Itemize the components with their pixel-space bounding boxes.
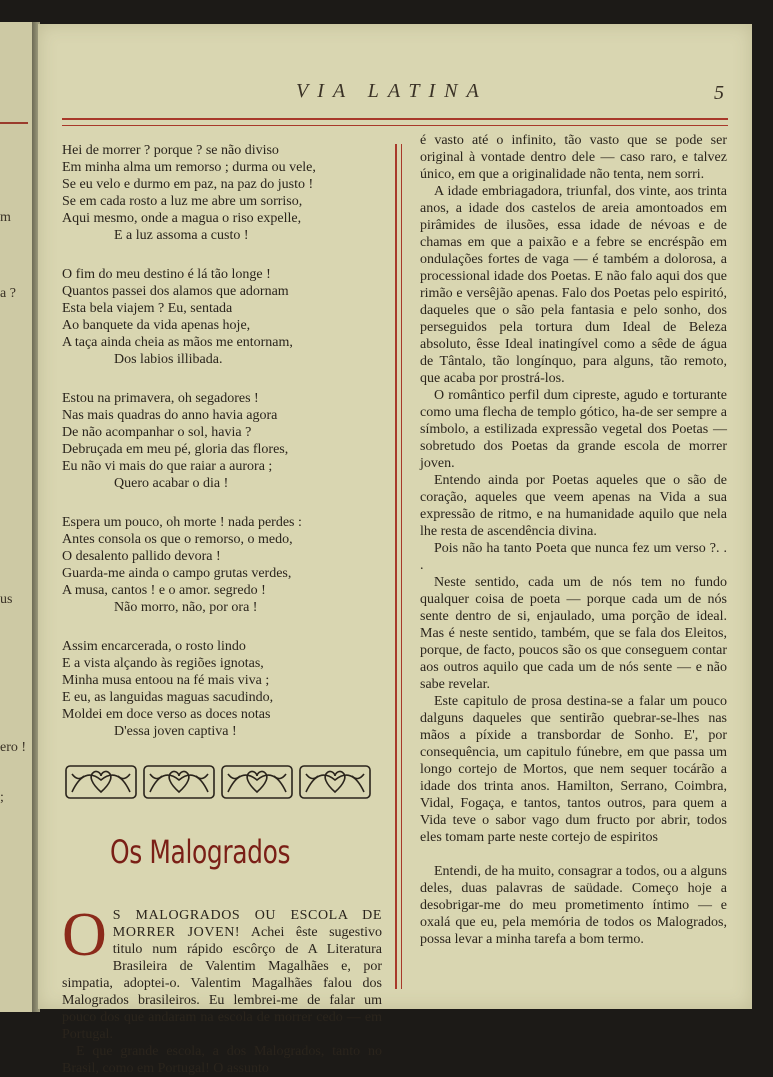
- poem-line-indented: D'essa joven captiva !: [114, 724, 237, 739]
- poem-stanza: [62, 266, 382, 368]
- poem-line: E a vista alçando às regiões ignotas,: [62, 656, 264, 671]
- poem-line: Nas mais quadras do anno havia agora: [62, 408, 278, 423]
- poem-line: Ao banquete da vida apenas hoje,: [62, 318, 251, 333]
- margin-fragment: us: [0, 592, 13, 607]
- margin-fragment: m: [0, 210, 11, 225]
- decorative-ornament: [64, 762, 382, 807]
- poem-line: Espera um pouco, oh morte ! nada perdes :: [62, 515, 302, 530]
- poem-line: Antes consola os que o remorso, o medo,: [62, 532, 293, 547]
- poem-line: A musa, cantos ! e o amor. segredo !: [62, 583, 266, 598]
- article-para-2: [62, 1043, 382, 1077]
- closing-paragraph: Entendi, de ha muito, consagrar a todos, ou a alguns deles, duas palavras de saüdade. Começo hoje a desobrigar-me do meu prometimento íntimo — e oxalá que eu, pela memória de todos os Malogrados, possa levar a minha tarefa a bom termo.: [420, 864, 727, 947]
- left-column: [62, 142, 382, 1077]
- drop-cap: O: [62, 901, 107, 969]
- running-header: VIA LATINA: [296, 80, 488, 102]
- poem-line: Hei de morrer ? porque ? se não diviso: [62, 143, 279, 158]
- poem-line: Guarda-me ainda o campo grutas verdes,: [62, 566, 292, 581]
- poem-line: Minha musa entoou na fé mais viva ;: [62, 673, 270, 688]
- magazine-page: [38, 24, 752, 1076]
- margin-fragment: ;: [0, 790, 4, 805]
- margin-fragment: ero !: [0, 740, 27, 755]
- poem-line: Moldei em doce verso as doces notas: [62, 707, 271, 722]
- facing-page-rule: [0, 122, 28, 124]
- page-number: 5: [714, 82, 724, 104]
- paragraph: E que grande escola, a dos Malogrados, tanto no Brasil, como em Portugal! O assunto: [62, 1044, 382, 1076]
- poem-line: E eu, as languidas maguas sacudindo,: [62, 690, 274, 705]
- poem-line: O desalento pallido devora !: [62, 549, 221, 564]
- margin-fragment: a ?: [0, 286, 16, 301]
- right-paragraphs: [420, 132, 727, 846]
- poem-line: A taça ainda cheia as mãos me entornam,: [62, 335, 293, 350]
- poem-stanza: [62, 142, 382, 244]
- poem-line: Esta bela viajem ? Eu, sentada: [62, 301, 233, 316]
- header-rule: [62, 118, 728, 126]
- poem-line: Assim encarcerada, o rosto lindo: [62, 639, 246, 654]
- article-title: Os Malogrados: [110, 833, 291, 871]
- paragraph: Pois não ha tanto Poeta que nunca fez um verso ?. . .: [420, 541, 727, 573]
- poem-line: Quantos passei dos alamos que adornam: [62, 284, 289, 299]
- intro-lead: S MALOGRADOS OU ESCOLA DE MORRER JOVEN!: [112, 908, 382, 940]
- poem-line-indented: Quero acabar o dia !: [114, 476, 229, 491]
- poem-line: Se em cada rosto a luz me abre um sorriso,: [62, 194, 303, 209]
- poem-line: Estou na primavera, oh segadores !: [62, 391, 259, 406]
- poem-line-indented: Não morro, não, por ora !: [114, 600, 258, 615]
- poem-line-indented: Dos labios illibada.: [114, 352, 223, 367]
- paragraph: Entendo ainda por Poetas aqueles que o são de coração, aqueles que veem apenas na Vida a sua expressão de ritmo, e na humanidade aquilo que nela lhe resta de ascendência divina.: [420, 473, 727, 539]
- poem-line: Em minha alma um remorso ; durma ou vele,: [62, 160, 316, 175]
- facing-page-edge: [0, 22, 34, 1012]
- poem-line-indented: E a luz assoma a custo !: [114, 228, 249, 243]
- poem-line: Se eu velo e durmo em paz, na paz do justo !: [62, 177, 314, 192]
- poem: [62, 142, 382, 740]
- poem-line: Eu não vi mais do que raiar a aurora ;: [62, 459, 273, 474]
- paragraph: O romântico perfil dum cipreste, agudo e torturante como uma flecha de templo gótico, ha-de ser sempre a símbolo, a estilizada expressão vegetal dos Poetas — sobretudo dos Poetas da grande escola de morrer joven.: [420, 388, 727, 471]
- right-column: [420, 132, 727, 948]
- poem-stanza: [62, 390, 382, 492]
- poem-line: De não acompanhar o sol, havia ?: [62, 425, 252, 440]
- poem-line: Aqui mesmo, onde a magua o riso expelle,: [62, 211, 302, 226]
- poem-stanza: [62, 638, 382, 740]
- poem-line: O fim do meu destino é lá tão longe !: [62, 267, 271, 282]
- paragraph: Este capitulo de prosa destina-se a falar um pouco dalguns daqueles que sentirão quebrar-se-lhes nas mãos a píxide a transbordar de Sonho. E', por consequência, um capitulo fúnebre, em que passa um longo cortejo de Mortos, que nem sequer tocárão a idade dos trinta anos. Hamilton, Serrano, Coimbra, Vidal, Fogaça, e tantos, tantos outros, para quem a Vida teve o sabor vago dum fructo por abrir, todos eles tomam parte neste cortejo de espiritos: [420, 694, 727, 845]
- article-intro: [62, 901, 383, 1043]
- paragraph: Neste sentido, cada um de nós tem no fundo qualquer coisa de poeta — porque cada um de nós sente dentro de si, enjaulado, uma porção de ideal. Mas é neste sentido, também, que se fala dos Eleitos, porque, de facto, poucos são os que conseguem contar aos outros aquilo que cada um de nós sente — e não sabe revelar.: [420, 575, 727, 692]
- poem-stanza: [62, 514, 382, 616]
- intro-text: Achei êste sugestivo titulo num rápido escôrço de A Literatura Brasileira de Valentim Magalhães e, por simpatia, adoptei-o. Valentim Magalhães falou dos Malogrados brasileiros. Eu lembrei-me de falar um pouco dos que andaram na escola de morrer cedo — em Portugal.: [62, 925, 383, 1042]
- paragraph: é vasto até o infinito, tão vasto que se pode ser original à vontade dentro dele — caso raro, e talvez único, em que a originalidade não tenta, nem sorri.: [420, 133, 727, 182]
- paragraph: A idade embriagadora, triunfal, dos vinte, aos trinta anos, a idade dos castelos de areia amontoados em pirâmides de ilusões, essa idade de névoas e de chamas em que a paixão e a febre se encréspão em ondulações fortes de vaga — é também a dolorosa, a processional idade dos Poetas. E não falo aqui dos que rimão e versêjão apenas. Falo dos Poetas pelo espiritó, daqueles que o são pela fantasia e pelo sonho, dos perseguidos pela tortura dum Ideal de Beleza absoluto, êsse Ideal inatingível como a sêde de água de Tântalo, tão longínquo, para alguns, tão remoto, que acaba por prostrá-los.: [420, 184, 727, 386]
- column-divider: [395, 144, 402, 989]
- poem-line: Debruçada em meu pé, gloria das flores,: [62, 442, 289, 457]
